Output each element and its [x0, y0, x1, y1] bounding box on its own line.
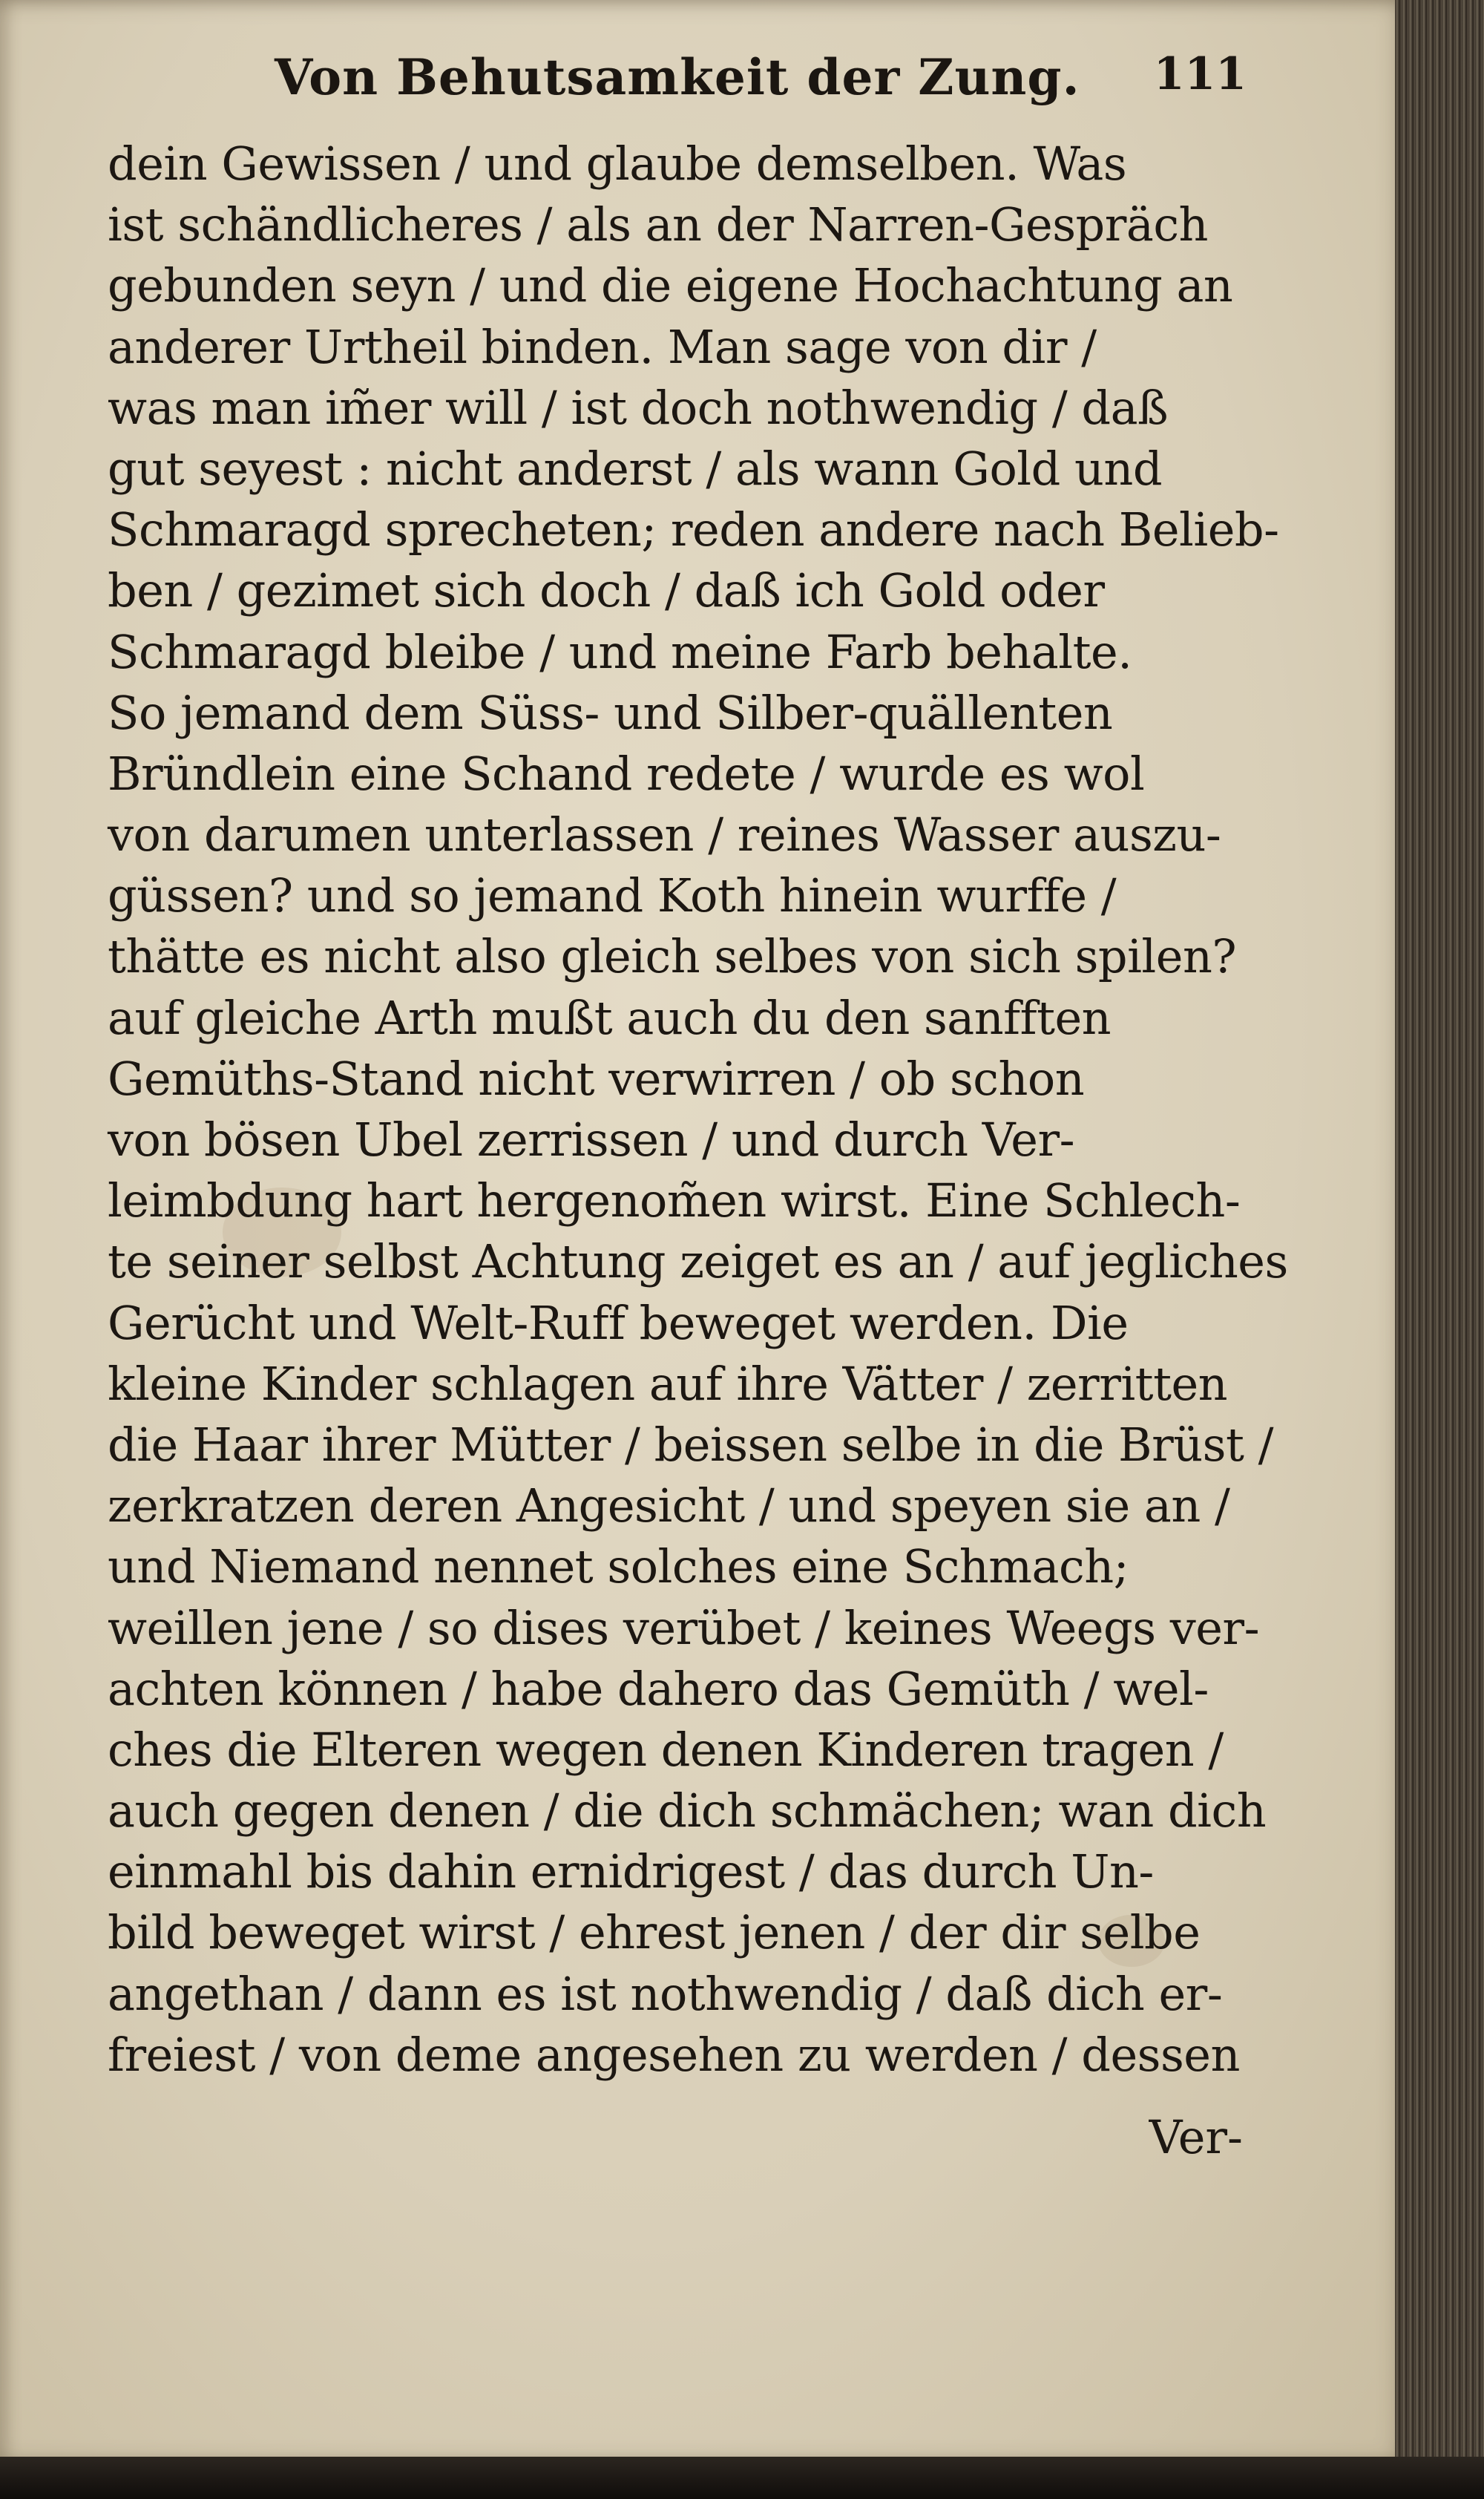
text-line: angethan / dann es ist nothwendig / daß dich er- [108, 1966, 1223, 2021]
text-line: auf gleiche Arth mußt auch du den sanfften [108, 990, 1112, 1045]
text-line: auch gegen denen / die dich schmächen; wan dich [108, 1784, 1267, 1838]
text-line: Gemüths-Stand nicht verwirren / ob schon [108, 1051, 1085, 1106]
text-line: Bründlein eine Schand redete / wurde es wol [108, 746, 1145, 801]
body-text [108, 134, 1288, 2086]
text-line: thätte es nicht also gleich selbes von sich spilen? [108, 929, 1237, 984]
text-line: weillen jene / so dises verübet / keines Weegs ver- [108, 1600, 1260, 1655]
text-line: Schmaragd sprecheten; reden andere nach Belieb- [108, 502, 1279, 557]
text-line: gut seyest : nicht anderst / als wann Gold und [108, 441, 1163, 496]
page-number: 111 [1153, 48, 1247, 100]
text-line: einmahl bis dahin ernidrigest / das durch Un- [108, 1844, 1154, 1899]
text-line: ches die Elteren wegen denen Kinderen tragen / [108, 1722, 1224, 1777]
text-line: und Niemand nennet solches eine Schmach; [108, 1539, 1129, 1594]
text-line: die Haar ihrer Mütter / beissen selbe in die Brüst / [108, 1417, 1274, 1472]
text-line: te seiner selbst Achtung zeiget es an / auf jegliches [108, 1234, 1288, 1289]
text-line: leimbdung hart hergenom̃en wirst. Eine Schlech- [108, 1173, 1241, 1228]
text-line: kleine Kinder schlagen auf ihre Vätter / zerritten [108, 1356, 1228, 1411]
text-line: anderer Urtheil binden. Man sage von dir / [108, 319, 1097, 374]
text-line: zerkratzen deren Angesicht / und speyen sie an / [108, 1478, 1230, 1533]
text-line: gebunden seyn / und die eigene Hochachtung an [108, 258, 1233, 313]
page-header [104, 41, 1247, 122]
text-line: achten können / habe dahero das Gemüth / wel- [108, 1661, 1209, 1716]
book-bottom-edge [0, 2457, 1484, 2499]
text-line: Schmaragd bleibe / und meine Farb behalte. [108, 624, 1132, 679]
text-line: So jemand dem Süss- und Silber-quällenten [108, 685, 1113, 740]
book-page-edges [1395, 0, 1484, 2499]
text-line: dein Gewissen / und glaube demselben. Was [108, 137, 1127, 191]
text-line: ist schändlicheres / als an der Narren-Gespräch [108, 197, 1208, 252]
running-head: Von Behutsamkeit der Zung. [275, 48, 1080, 106]
text-line: von darumen unterlassen / reines Wasser auszu- [108, 808, 1221, 862]
text-line: von bösen Ubel zerrissen / und durch Ver- [108, 1113, 1075, 1167]
text-line: Gerücht und Welt-Ruff beweget werden. Die [108, 1295, 1129, 1350]
text-line: freiest / von deme angesehen zu werden / dessen [108, 2027, 1240, 2082]
catchword: Ver- [1149, 2110, 1243, 2164]
text-line: bild beweget wirst / ehrest jenen / der dir selbe [108, 1905, 1201, 1960]
text-line: ben / gezimet sich doch / daß ich Gold oder [108, 563, 1105, 618]
text-line: güssen? und so jemand Koth hinein wurffe / [108, 868, 1117, 923]
text-line: was man im̃er will / ist doch nothwendig / daß [108, 380, 1168, 435]
